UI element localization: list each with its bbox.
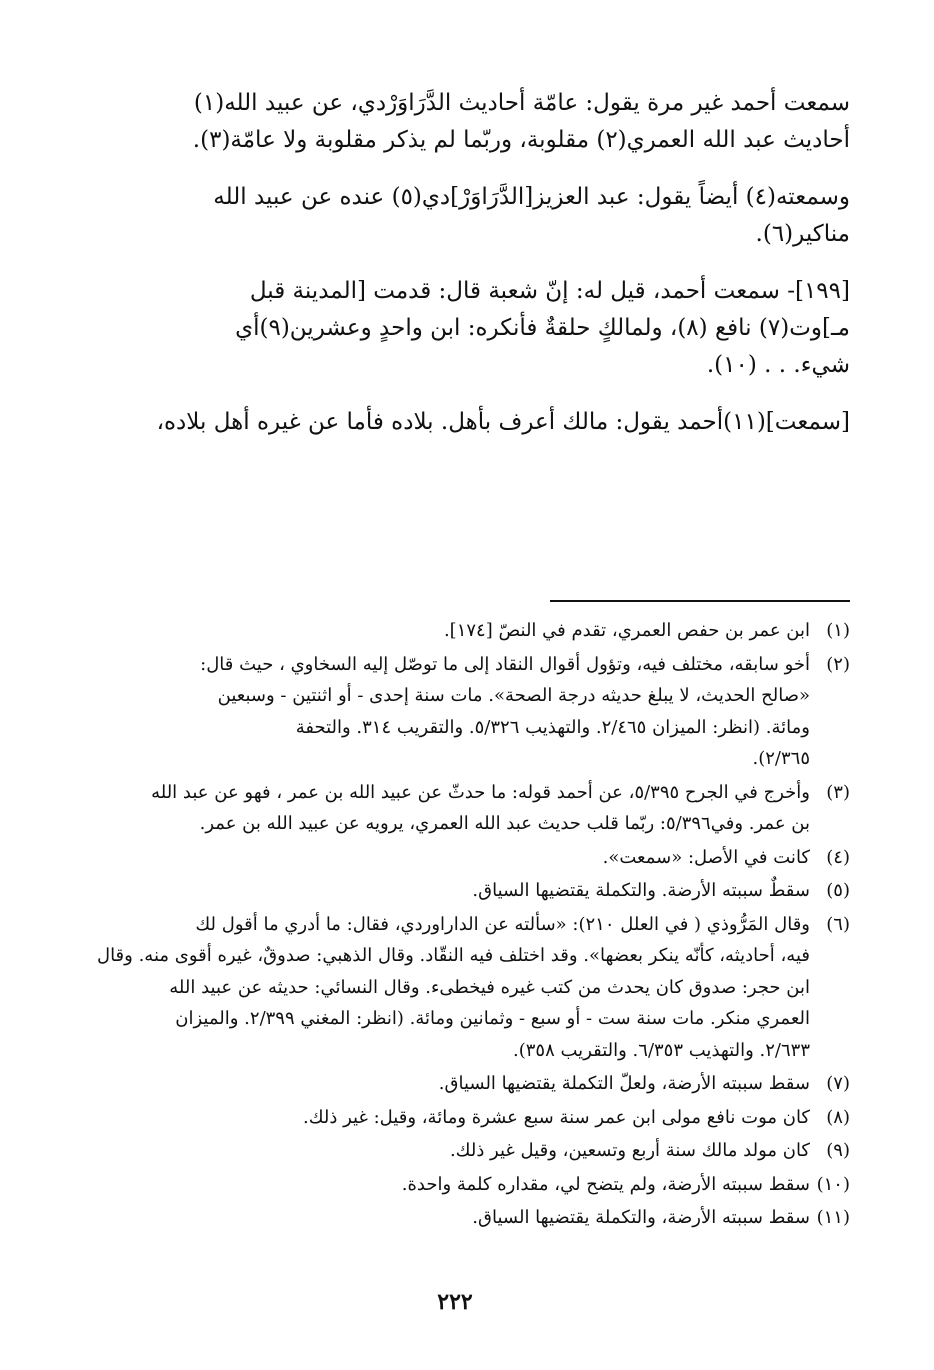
text-line: [١٩٩]- سمعت أحمد، قيل له: إنّ شعبة قال: قدمت [المدينة قبل [249,278,850,304]
footnote-number: (١٠) [816,1173,850,1195]
footnote [60,1202,850,1234]
footnote-text [60,777,810,840]
text-line: [سمعت](١١)أحمد يقول: مالك أعرف بأهل. بلاده فأما عن غيره أهل بلاده، [156,409,850,435]
footnote-number: (٣) [826,781,850,803]
footnote-number: (١١) [816,1207,850,1228]
book-page [60,60,850,1340]
text-line: سمعت أحمد غير مرة يقول: عامّة أحاديث الدَّرَاوَرْدي، عن عبيد الله(١) [193,90,850,116]
page-number: ٢٢٢ [437,1289,473,1315]
text-line: أحاديث عبد الله العمري(٢) مقلوبة، وربّما لم يذكر مقلوبة ولا عامّة(٣). [192,127,850,153]
footnote-text [60,1169,810,1201]
footnote-line: بن عمر. وفي٥/٣٩٦: ربّما قلب حديث عبد الله العمري، يرويه عن عبيد الله بن عمر. [199,813,810,834]
footnote-number: (٨) [826,1106,850,1128]
footnote [60,1135,850,1167]
main-paragraph [60,404,850,441]
text-line: وسمعته(٤) أيضاً يقول: عبد العزيز[الدَّرَاوَرْ]دي(٥) عنده عن عبيد الله [213,184,850,210]
footnote [60,649,850,775]
footnote-number: (١) [826,620,850,641]
footnote [60,909,850,1067]
footnote-line: ابن حجر: صدوق كان يحدث من كتب غيره فيخطىء. وقال النسائي: حديثه عن عبيد الله [169,976,810,998]
footnote-number: (٢) [826,653,850,675]
text-line: مـ]وت(٧) نافع (٨)، ولمالكٍ حلقةٌ فأنكره: ابن واحدٍ وعشرين(٩)أي [235,315,850,341]
footnote-line: كانت في الأصل: «سمعت». [602,846,810,868]
footnote-number: (٥) [826,880,850,901]
footnote-text [60,1068,810,1100]
footnote-text [60,909,810,1067]
footnote-text [60,842,810,874]
footnote-line: كان موت نافع مولى ابن عمر سنة سبع عشرة ومائة، وقيل: غير ذلك. [302,1106,810,1128]
footnote-line: ٢/٣٦٥). [752,748,810,769]
footnote-text [60,1135,810,1167]
footnote-number: (٤) [826,846,850,868]
footnote-number: (٩) [826,1140,850,1161]
footnote-line: سقط سببته الأرضة، ولعلّ التكملة يقتضيها السياق. [438,1073,810,1094]
footnote-number: (٧) [826,1073,850,1094]
footnote-text [60,1102,810,1134]
footnote-number: (٦) [826,913,850,935]
footnote [60,777,850,840]
footnote-text [60,875,810,907]
footnote-text [60,615,810,647]
footnote-line: ومائة. (انظر: الميزان ٢/٤٦٥. والتهذيب ٥/٣٢٦. والتقريب ٣١٤. والتحفة [295,716,810,738]
footnote [60,1102,850,1134]
footnote-line: ٢/٦٣٣. والتهذيب ٦/٣٥٣. والتقريب ٣٥٨). [513,1039,810,1061]
footnote-line: كان مولد مالك سنة أربع وتسعين، وقيل غير ذلك. [449,1140,810,1161]
footnote [60,842,850,874]
footnote-line: ابن عمر بن حفص العمري، تقدم في النصّ [١٧٤]. [443,620,810,641]
footnote-line: «صالح الحديث، لا يبلغ حديثه درجة الصحة». مات سنة إحدى - أو اثنتين - وسبعين [217,685,810,706]
main-paragraph [60,273,850,384]
footnote-line: سقطٌ سببته الأرضة. والتكملة يقتضيها السياق. [472,880,810,901]
footnote-line: أخو سابقه، مختلف فيه، وتؤول أقوال النقاد إلى ما توصّل إليه السخاوي ، حيث قال: [200,653,810,675]
footnote-line: العمري منكر. مات سنة ست - أو سبع - وثمانين ومائة. (انظر: المغني ٢/٣٩٩. والميزان [175,1008,810,1029]
footnote [60,1068,850,1100]
footnote-separator [550,600,850,602]
footnote-line: وقال المَرُّوذي ( في العلل ٢١٠): «سألته عن الداراوردي، فقال: ما أدري ما أقول لك [195,913,810,935]
main-paragraph [60,85,850,159]
footnote [60,615,850,647]
footnote-text [60,1202,810,1234]
footnote-line: سقط سببته الأرضة، ولم يتضح لي، مقداره كلمة واحدة. [401,1173,810,1195]
footnote [60,875,850,907]
footnote [60,1169,850,1201]
text-line: شيء. . . (١٠). [706,352,850,378]
main-text [60,85,850,461]
footnote-line: وأخرج في الجرح ٥/٣٩٥، عن أحمد قوله: ما حدثّ عن عبيد الله بن عمر ، فهو عن عبد الله [151,781,810,803]
footnote-line: سقط سببته الأرضة، والتكملة يقتضيها السياق. [472,1207,810,1228]
footnote-text [60,649,810,775]
text-line: مناكير(٦). [755,221,850,247]
main-paragraph [60,179,850,253]
footnotes [60,615,850,1236]
footnote-line: فيه، أحاديثه، كأنّه ينكر بعضها». وقد اختلف فيه النقّاد. وقال الذهبي: صدوقٌ، غيره أقوى منه. وقال [96,945,810,966]
